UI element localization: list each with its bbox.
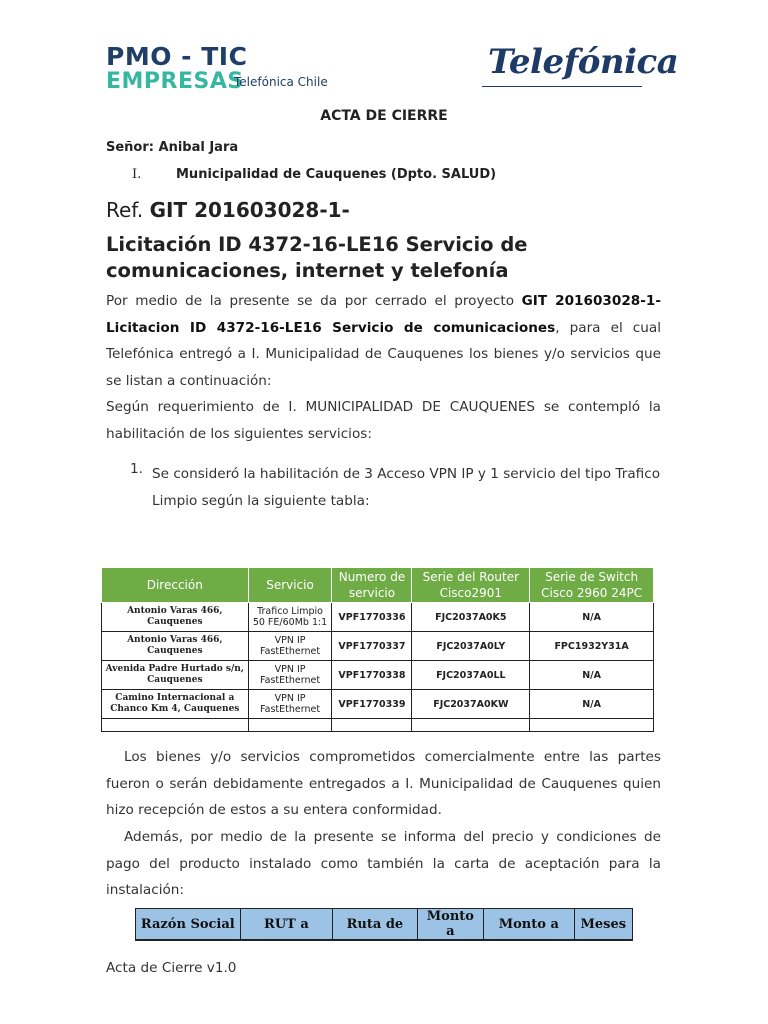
- list-item-text: Se consideró la habilitación de 3 Acceso VPN IP y 1 servicio del tipo Trafico Limpio según la siguiente tabla:: [152, 466, 661, 509]
- cell-service: VPN IP FastEthernet: [248, 690, 332, 719]
- list-item-number: 1.: [130, 461, 143, 477]
- cell-switch-serial: N/A: [530, 603, 654, 632]
- cell-address: Camino Internacional a Chanco Km 4, Cauquenes: [102, 690, 249, 719]
- services-table: [101, 567, 654, 732]
- cell-router-serial: FJC2037A0K5: [412, 603, 530, 632]
- telefonica-chile-label: Telefónica Chile: [234, 75, 328, 89]
- empty-cell: [248, 719, 332, 732]
- logo-underline: [482, 86, 642, 87]
- reference-prefix: Ref.: [106, 198, 144, 222]
- empresas-logo: EMPRESAS: [106, 69, 244, 94]
- table-header-row: [136, 909, 633, 941]
- cell-service-number: VPF1770336: [332, 603, 412, 632]
- list-marker-roman: I.: [132, 167, 142, 182]
- licitacion-heading: Licitación ID 4372-16-LE16 Servicio de comunicaciones, internet y telefonía: [106, 233, 528, 282]
- cell-switch-serial: N/A: [530, 690, 654, 719]
- cell-address: Antonio Varas 466, Cauquenes: [102, 603, 249, 632]
- column-header: Ruta de: [333, 909, 418, 941]
- column-header: Dirección: [102, 568, 249, 603]
- cell-switch-serial: N/A: [530, 661, 654, 690]
- column-header: Servicio: [248, 568, 332, 603]
- cell-router-serial: FJC2037A0KW: [412, 690, 530, 719]
- empty-cell: [412, 719, 530, 732]
- municipality-name: Municipalidad de Cauquenes (Dpto. SALUD): [176, 167, 497, 182]
- table-row: [102, 661, 654, 690]
- paragraph-intro-a: Por medio de la presente se da por cerrado el proyecto: [106, 293, 522, 309]
- cell-service-number: VPF1770337: [332, 632, 412, 661]
- cell-router-serial: FJC2037A0LL: [412, 661, 530, 690]
- empty-cell: [530, 719, 654, 732]
- cell-router-serial: FJC2037A0LY: [412, 632, 530, 661]
- table-row: [102, 690, 654, 719]
- reference-code: GIT 201603028-1-: [149, 198, 350, 222]
- cell-service-number: VPF1770338: [332, 661, 412, 690]
- page-footer: Acta de Cierre v1.0: [106, 960, 237, 976]
- paragraph-intro-c: , para el cual Telefónica entregó a I. Municipalidad de Cauquenes los bienes y/o servicios que se listan a continuación:: [106, 319, 662, 389]
- table-row-empty: [102, 719, 654, 732]
- column-header: Monto a: [484, 909, 575, 941]
- paragraph-intro: [106, 288, 661, 394]
- column-header: RUT a: [240, 909, 333, 941]
- paragraph-delivery: Los bienes y/o servicios comprometidos comercialmente entre las partes fueron o serán debidamente entregados a I. Municipalidad de Cauquenes quien hizo recepción de estos a su entera conformidad.: [106, 749, 661, 818]
- cell-address: Avenida Padre Hurtado s/n, Cauquenes: [102, 661, 249, 690]
- addressee: Señor: Anibal Jara: [106, 140, 239, 155]
- reference-line: [106, 198, 350, 222]
- table-header-row: [102, 568, 654, 603]
- paragraph-intro-project: GIT 201603028-1-Licitacion ID 4372-16-LE16 Servicio de comunicaciones: [106, 293, 661, 336]
- column-header: Meses: [574, 909, 632, 941]
- empty-cell: [102, 719, 249, 732]
- column-header: Numero de servicio: [332, 568, 412, 603]
- column-header: Razón Social: [136, 909, 241, 941]
- paragraph-pricing: Además, por medio de la presente se informa del precio y condiciones de pago del producto instalado como también la carta de aceptación para la instalación:: [106, 829, 661, 898]
- column-header: Serie del Router Cisco2901: [412, 568, 530, 603]
- pmo-tic-logo: PMO - TIC: [106, 42, 248, 71]
- cell-service: Trafico Limpio 50 FE/60Mb 1:1: [248, 603, 332, 632]
- table-row: [102, 603, 654, 632]
- cell-address: Antonio Varas 466, Cauquenes: [102, 632, 249, 661]
- document-title: ACTA DE CIERRE: [320, 108, 448, 124]
- paragraph-requirement: Según requerimiento de I. MUNICIPALIDAD DE CAUQUENES se contempló la habilitación de los siguientes servicios:: [106, 399, 661, 442]
- column-header: Serie de Switch Cisco 2960 24PC: [530, 568, 654, 603]
- pricing-table: [135, 908, 633, 941]
- table-row: [102, 632, 654, 661]
- empty-cell: [332, 719, 412, 732]
- cell-service-number: VPF1770339: [332, 690, 412, 719]
- cell-service: VPN IP FastEthernet: [248, 661, 332, 690]
- cell-service: VPN IP FastEthernet: [248, 632, 332, 661]
- column-header: Monto a: [417, 909, 483, 941]
- telefonica-logo: Telefónica: [488, 42, 679, 82]
- cell-switch-serial: FPC1932Y31A: [530, 632, 654, 661]
